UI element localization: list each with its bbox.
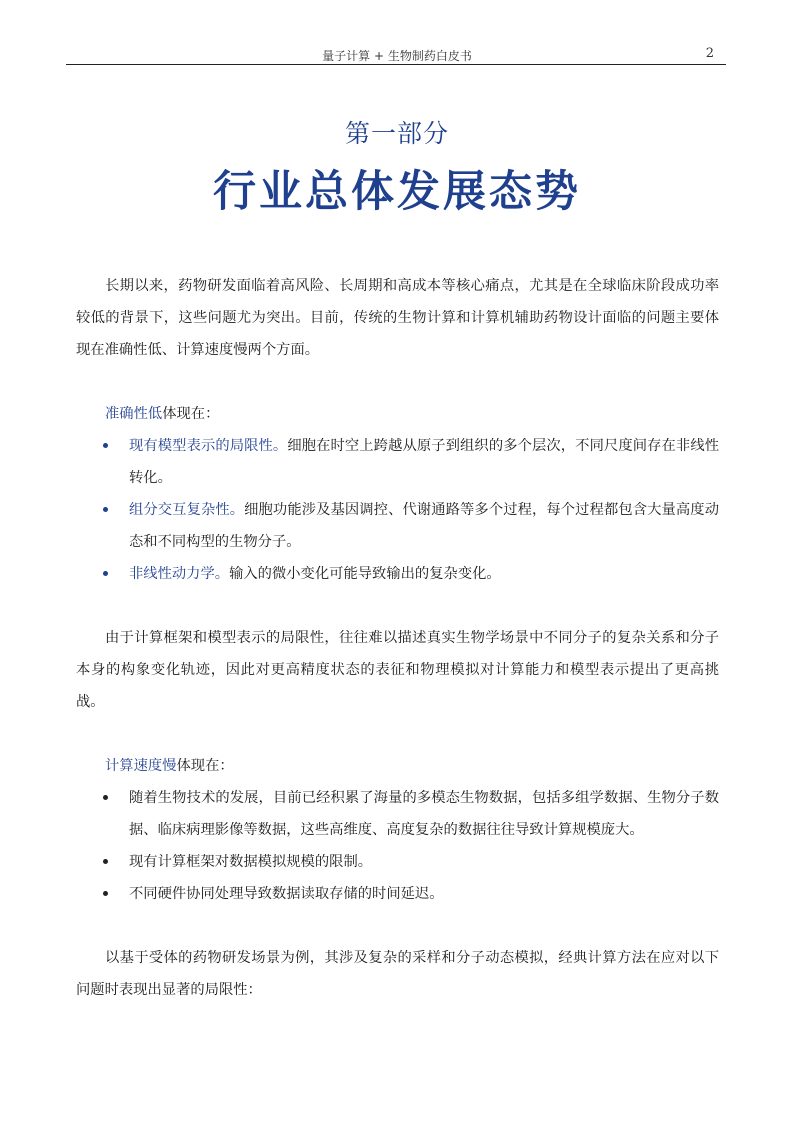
page-number: 2	[705, 46, 714, 61]
bullet-dot-icon	[103, 507, 108, 512]
list-item-text: 输入的微小变化可能导致输出的复杂变化。	[229, 566, 501, 582]
list-item-term: 非线性动力学。	[129, 566, 230, 582]
intro-paragraph: 长期以来，药物研发面临着高风险、长周期和高成本等核心痛点，尤其是在全球临床阶段成功率较低的背景下，这些问题尤为突出。目前，传统的生物计算和计算机辅助药物设计面临的问题主要体现在准确性低、计算速度慢两个方面。	[76, 278, 719, 358]
list-item	[76, 558, 719, 590]
bullet-dot-icon	[103, 891, 108, 896]
bullet-dot-icon	[103, 795, 108, 800]
list-item	[76, 878, 719, 910]
speed-heading-rest: 体现在：	[176, 758, 234, 774]
body-text	[76, 270, 719, 1006]
bullet-dot-icon	[103, 571, 108, 576]
accuracy-heading	[76, 398, 719, 430]
closing-paragraph: 以基于受体的药物研发场景为例，其涉及复杂的采样和分子动态模拟，经典计算方法在应对以下问题时表现出显著的局限性：	[76, 950, 719, 998]
list-item-term: 现有模型表示的局限性。	[129, 438, 288, 454]
speed-list	[76, 782, 719, 910]
list-item-text: 细胞功能涉及基因调控、代谢通路等多个过程，每个过程都包含大量高度动态和不同构型的生物分子。	[129, 502, 719, 550]
speed-heading-highlight: 计算速度慢	[105, 758, 177, 774]
accuracy-heading-rest: 体现在：	[162, 406, 220, 422]
bullet-dot-icon	[103, 443, 108, 448]
section-label: 第一部分	[344, 119, 449, 148]
running-header-title: 量子计算 + 生物制药白皮书	[322, 49, 472, 63]
speed-heading	[76, 750, 719, 782]
accuracy-heading-highlight: 准确性低	[105, 406, 163, 422]
list-item-text: 细胞在时空上跨越从原子到组织的多个层次，不同尺度间存在非线性转化。	[129, 438, 720, 486]
list-item-term: 组分交互复杂性。	[129, 502, 245, 518]
list-item-text: 随着生物技术的发展，目前已经积累了海量的多模态生物数据，包括多组学数据、生物分子数据、临床病理影像等数据，这些高维度、高度复杂的数据往往导致计算规模庞大。	[129, 790, 719, 838]
list-item	[76, 782, 719, 846]
accuracy-list	[76, 430, 719, 590]
list-item	[76, 430, 719, 494]
list-item-text: 不同硬件协同处理导致数据读取存储的时间延迟。	[129, 886, 444, 902]
bullet-dot-icon	[103, 859, 108, 864]
list-item	[76, 494, 719, 558]
list-item	[76, 846, 719, 878]
header-divider	[66, 64, 726, 65]
middle-paragraph: 由于计算框架和模型表示的局限性，往往难以描述真实生物学场景中不同分子的复杂关系和分子本身的构象变化轨迹，因此对更高精度状态的表征和物理模拟对计算能力和模型表示提出了更高挑战。	[76, 630, 719, 710]
section-title: 行业总体发展态势	[213, 167, 581, 217]
list-item-text: 现有计算框架对数据模拟规模的限制。	[129, 854, 373, 870]
